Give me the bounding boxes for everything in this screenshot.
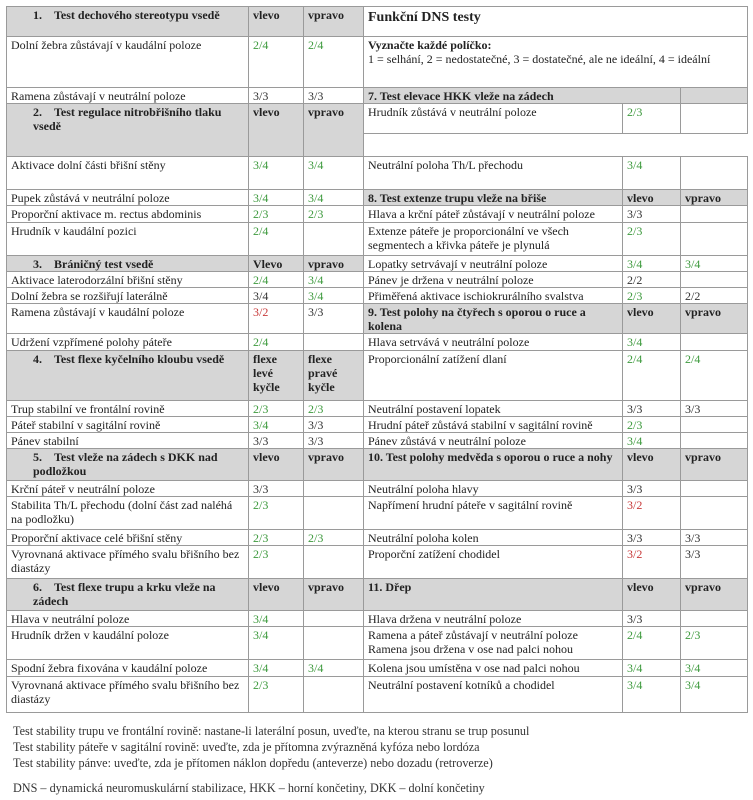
score-right xyxy=(304,334,364,351)
section-header-10: 10. Test polohy medvěda s oporou o ruce a nohy xyxy=(364,449,623,481)
score-right: 2/4 xyxy=(681,351,748,401)
score-right xyxy=(681,481,748,497)
row-label: Neutrální poloha kolen xyxy=(364,530,623,546)
row-label: Proporční aktivace celé břišní stěny xyxy=(7,530,249,546)
score-left: 3/3 xyxy=(623,611,681,627)
row-label: Spodní žebra fixována v kaudální poloze xyxy=(7,660,249,677)
score-left: 3/3 xyxy=(249,481,304,497)
score-right xyxy=(681,334,748,351)
col-header-right: vpravo xyxy=(681,304,748,334)
row-label: Stabilita Th/L přechodu (dolní část zad naléhá na podložku) xyxy=(7,497,249,530)
section-header-3: 3. Bráničný test vsedě xyxy=(7,256,249,272)
score-left: 3/4 xyxy=(249,611,304,627)
section-header-6: 6. Test flexe trupu a krku vleže na zádech xyxy=(7,579,249,611)
row-label: Pánev stabilní xyxy=(7,433,249,449)
row-label: Ramena zůstávají v neutrální poloze xyxy=(7,88,249,104)
score-left: 3/3 xyxy=(623,401,681,417)
row-label: Neutrální postavení lopatek xyxy=(364,401,623,417)
col-header-left: vlevo xyxy=(623,304,681,334)
score-right: 3/4 xyxy=(681,677,748,713)
row-label: Proporční zatížení chodidel xyxy=(364,546,623,579)
abbreviations: DNS – dynamická neuromuskulární stabilizace, HKK – horní končetiny, DKK – dolní končetiny xyxy=(13,781,485,795)
col-header-right: vpravo xyxy=(681,579,748,611)
row-label: Dolní žebra se rozšiřují laterálně xyxy=(7,288,249,304)
row-label: Neutrální poloha Th/L přechodu xyxy=(364,157,623,190)
score-left: 3/4 xyxy=(623,256,681,272)
score-left: 3/3 xyxy=(623,481,681,497)
score-left: 3/2 xyxy=(249,304,304,334)
footnote: Test stability pánve: uveďte, zda je přítomen náklon dopředu (anteverze) nebo dozadu (retroverze) xyxy=(13,756,493,770)
row-label: Pánev zůstává v neutrální poloze xyxy=(364,433,623,449)
score-right xyxy=(304,611,364,627)
row-label: Udržení vzpřímené polohy páteře xyxy=(7,334,249,351)
section-header-9: 9. Test polohy na čtyřech s oporou o ruce a kolena xyxy=(364,304,623,334)
score-right: 3/3 xyxy=(304,417,364,433)
score-right xyxy=(304,627,364,660)
score-right xyxy=(681,272,748,288)
row-label: Kolena jsou umístěna v ose nad palci nohou xyxy=(364,660,623,677)
row-label: Proporcionální zatížení dlaní xyxy=(364,351,623,401)
score-left: 2/4 xyxy=(249,223,304,256)
col-header-left: vlevo xyxy=(623,449,681,481)
score-right xyxy=(681,104,748,134)
score-left: 2/3 xyxy=(623,104,681,134)
score-left: 2/4 xyxy=(623,627,681,660)
row-label: Extenze páteře je proporcionální ve všech segmentech a křivka páteře je plynulá xyxy=(364,223,623,256)
col-header-right: vpravo xyxy=(304,7,364,37)
score-left: 2/2 xyxy=(623,272,681,288)
score-left: 3/4 xyxy=(249,190,304,206)
row-label: Neutrální postavení kotníků a chodidel xyxy=(364,677,623,713)
score-right: 2/3 xyxy=(304,206,364,223)
row-label: Lopatky setrvávají v neutrální poloze xyxy=(364,256,623,272)
score-left: 3/3 xyxy=(249,433,304,449)
score-right xyxy=(304,481,364,497)
score-left: 3/3 xyxy=(623,206,681,223)
score-left: 3/4 xyxy=(623,433,681,449)
score-left: 2/3 xyxy=(249,401,304,417)
col-header-left: flexe levé kyčle xyxy=(249,351,304,401)
score-right: 3/4 xyxy=(304,190,364,206)
row-label: Ramena a páteř zůstávají v neutrální poloze Ramena jsou držena v ose nad palci nohou xyxy=(364,627,623,660)
section-header-1: 1. Test dechového stereotypu vsedě xyxy=(7,7,249,37)
score-left: 3/2 xyxy=(623,497,681,530)
score-left: 3/4 xyxy=(623,157,681,190)
score-left: 2/4 xyxy=(623,351,681,401)
dns-test-table xyxy=(6,6,747,713)
score-right: 3/3 xyxy=(681,401,748,417)
col-header-left: vlevo xyxy=(249,104,304,157)
score-left: 3/4 xyxy=(249,417,304,433)
col-header-left: vlevo xyxy=(249,579,304,611)
score-right xyxy=(681,417,748,433)
score-left: 2/4 xyxy=(249,37,304,88)
section-header-7: 7. Test elevace HKK vleže na zádech xyxy=(364,88,681,104)
score-left: 2/4 xyxy=(249,334,304,351)
score-right xyxy=(304,497,364,530)
score-left: 2/3 xyxy=(249,530,304,546)
score-right: 2/2 xyxy=(681,288,748,304)
col-header-right: vpravo xyxy=(304,449,364,481)
score-right xyxy=(681,611,748,627)
score-right: 3/4 xyxy=(304,157,364,190)
section-header-4: 4. Test flexe kyčelního kloubu vsedě xyxy=(7,351,249,401)
score-right xyxy=(304,223,364,256)
row-label: Aktivace dolní části břišní stěny xyxy=(7,157,249,190)
row-label: Hrudník držen v kaudální poloze xyxy=(7,627,249,660)
scoring-legend: Vyznačte každé políčko: 1 = selhání, 2 = nedostatečné, 3 = dostatečné, ale ne ideální, 4 = ideální xyxy=(364,37,748,88)
col-header-left: vlevo xyxy=(249,449,304,481)
row-label: Přiměřená aktivace ischiokrurálního svalstva xyxy=(364,288,623,304)
score-left: 3/4 xyxy=(249,627,304,660)
score-left: 2/3 xyxy=(249,677,304,713)
row-label: Vyrovnaná aktivace přímého svalu břišního bez diastázy xyxy=(7,677,249,713)
score-right xyxy=(681,433,748,449)
score-left: 3/3 xyxy=(623,530,681,546)
score-left: 3/4 xyxy=(623,660,681,677)
score-right: 2/4 xyxy=(304,37,364,88)
col-header-left: vlevo xyxy=(623,190,681,206)
page-title: Funkční DNS testy xyxy=(364,7,748,37)
row-label: Proporční aktivace m. rectus abdominis xyxy=(7,206,249,223)
row-label: Hrudní páteř zůstává stabilní v sagitální rovině xyxy=(364,417,623,433)
row-label: Pupek zůstává v neutrální poloze xyxy=(7,190,249,206)
section-header-5: 5. Test vleže na zádech s DKK nad podložkou xyxy=(7,449,249,481)
score-left: 2/3 xyxy=(623,417,681,433)
row-label: Pánev je držena v neutrální poloze xyxy=(364,272,623,288)
score-right xyxy=(304,546,364,579)
score-right: 3/3 xyxy=(304,304,364,334)
score-right xyxy=(304,677,364,713)
score-right xyxy=(681,223,748,256)
col-header-right xyxy=(681,88,748,104)
score-left: 3/4 xyxy=(249,157,304,190)
row-label: Dolní žebra zůstávají v kaudální poloze xyxy=(7,37,249,88)
score-right: 3/4 xyxy=(304,272,364,288)
score-right: 3/3 xyxy=(304,88,364,104)
col-header-right: vpravo xyxy=(681,190,748,206)
footnote: Test stability páteře v sagitální rovině: uveďte, zda je přítomna zvýrazněná kyfóza nebo lordóza xyxy=(13,740,480,754)
score-left: 3/4 xyxy=(249,660,304,677)
footnotes xyxy=(13,723,743,771)
row-label: Hlava v neutrální poloze xyxy=(7,611,249,627)
score-right xyxy=(681,157,748,190)
col-header-right: flexe pravé kyčle xyxy=(304,351,364,401)
row-label: Hrudník v kaudální pozici xyxy=(7,223,249,256)
row-label: Vyrovnaná aktivace přímého svalu břišního bez diastázy xyxy=(7,546,249,579)
score-right: 2/3 xyxy=(304,530,364,546)
score-left: 2/4 xyxy=(249,272,304,288)
score-right: 3/4 xyxy=(681,660,748,677)
row-label: Neutrální poloha hlavy xyxy=(364,481,623,497)
score-right: 3/4 xyxy=(304,288,364,304)
row-label: Páteř stabilní v sagitální rovině xyxy=(7,417,249,433)
score-left: 3/3 xyxy=(249,88,304,104)
row-label: Hlava setrvává v neutrální poloze xyxy=(364,334,623,351)
score-left: 3/4 xyxy=(623,677,681,713)
score-left: 3/4 xyxy=(623,334,681,351)
score-left: 3/2 xyxy=(623,546,681,579)
col-header-left: vlevo xyxy=(623,579,681,611)
score-right: 3/4 xyxy=(304,660,364,677)
score-left: 2/3 xyxy=(623,288,681,304)
footnote: Test stability trupu ve frontální rovině: nastane-li laterální posun, uveďte, na kterou stranu se trup posunul xyxy=(13,724,530,738)
row-label: Hlava a krční páteř zůstávají v neutrální poloze xyxy=(364,206,623,223)
score-left: 2/3 xyxy=(623,223,681,256)
score-right xyxy=(681,206,748,223)
score-right: 3/3 xyxy=(304,433,364,449)
score-left: 2/3 xyxy=(249,497,304,530)
col-header-right: vpravo xyxy=(304,256,364,272)
col-header-right: vpravo xyxy=(304,579,364,611)
col-header-left: Vlevo xyxy=(249,256,304,272)
score-right xyxy=(681,497,748,530)
score-right: 2/3 xyxy=(304,401,364,417)
row-label: Aktivace laterodorzální břišní stěny xyxy=(7,272,249,288)
score-right: 2/3 xyxy=(681,627,748,660)
score-left: 3/4 xyxy=(249,288,304,304)
score-right: 3/3 xyxy=(681,546,748,579)
section-header-11: 11. Dřep xyxy=(364,579,623,611)
score-left: 2/3 xyxy=(249,206,304,223)
score-left: 2/3 xyxy=(249,546,304,579)
section-header-8: 8. Test extenze trupu vleže na břiše xyxy=(364,190,623,206)
col-header-left: vlevo xyxy=(249,7,304,37)
row-label: Napřímení hrudní páteře v sagitální rovině xyxy=(364,497,623,530)
row-label: Trup stabilní ve frontální rovině xyxy=(7,401,249,417)
score-right: 3/3 xyxy=(681,530,748,546)
row-label: Hrudník zůstává v neutrální poloze xyxy=(364,104,623,134)
score-right: 3/4 xyxy=(681,256,748,272)
col-header-right: vpravo xyxy=(304,104,364,157)
row-label: Krční páteř v neutrální poloze xyxy=(7,481,249,497)
section-header-2: 2. Test regulace nitrobřišního tlaku vsedě xyxy=(7,104,249,157)
row-label: Hlava držena v neutrální poloze xyxy=(364,611,623,627)
row-label: Ramena zůstávají v kaudální poloze xyxy=(7,304,249,334)
col-header-right: vpravo xyxy=(681,449,748,481)
